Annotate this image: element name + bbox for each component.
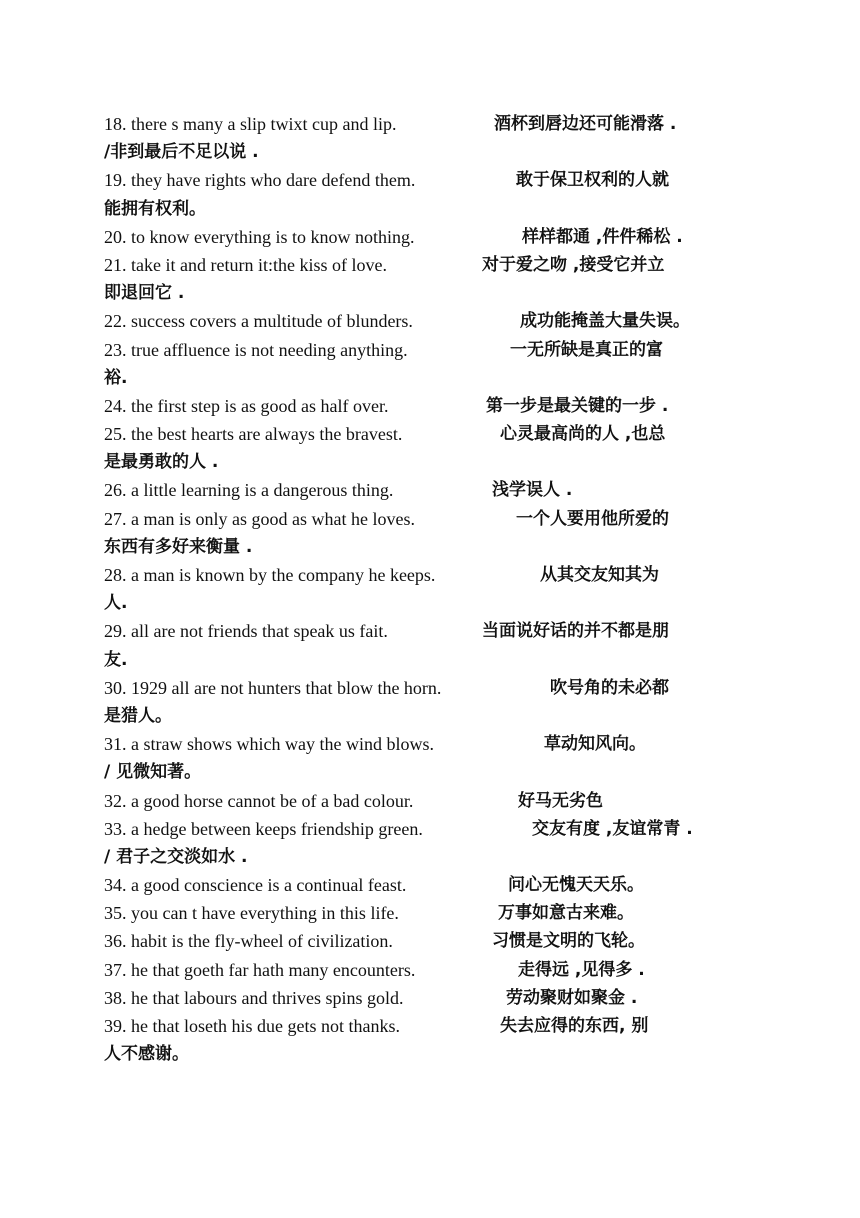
proverb-line [104,561,744,589]
chinese-translation-continued: / 君子之交淡如水 . [104,846,248,867]
proverb-line [104,420,744,448]
proverb-wrap-line [104,1040,744,1068]
english-proverb: 33. a hedge between keeps friendship green. [104,818,423,839]
proverb-line [104,392,744,420]
english-proverb: 30. 1929 all are not hunters that blow the horn. [104,677,442,698]
proverb-line [104,815,744,843]
chinese-translation-continued: 友. [104,649,128,670]
chinese-translation-continued: 是猎人。 [104,705,172,726]
chinese-translation: 第一步是最关键的一步 . [486,395,669,416]
proverb-line [104,984,744,1012]
chinese-translation: 好马无劣色 [518,790,603,811]
proverb-wrap-line [104,646,744,674]
chinese-translation: 走得远 ,见得多 . [518,959,645,980]
chinese-translation: 对于爱之吻 ,接受它并立 [482,254,665,275]
english-proverb: 36. habit is the fly-wheel of civilization. [104,931,393,952]
proverb-wrap-line [104,533,744,561]
english-proverb: 23. true affluence is not needing anything. [104,339,408,360]
proverb-line [104,787,744,815]
chinese-translation: 一个人要用他所爱的 [516,508,669,529]
chinese-translation: 一无所缺是真正的富 [510,339,663,360]
chinese-translation-continued: 能拥有权利。 [104,198,206,219]
english-proverb: 19. they have rights who dare defend them. [104,170,416,191]
chinese-translation-continued: 东西有多好来衡量 . [104,536,253,557]
chinese-translation: 草动知风向。 [544,734,646,755]
proverb-list [104,110,744,1068]
proverb-line [104,871,744,899]
chinese-translation: 从其交友知其为 [540,565,659,585]
proverb-wrap-line [104,589,744,617]
chinese-translation: 交友有度 ,友谊常青 . [532,818,693,839]
english-proverb: 37. he that goeth far hath many encounters. [104,959,416,980]
chinese-translation: 样样都通 ,件件稀松 . [522,226,683,247]
proverb-wrap-line [104,702,744,730]
proverb-line [104,110,744,138]
english-proverb: 32. a good horse cannot be of a bad colour. [104,790,414,811]
proverb-line [104,476,744,504]
proverb-line [104,1012,744,1040]
english-proverb: 31. a straw shows which way the wind blows. [104,734,434,755]
english-proverb: 27. a man is only as good as what he loves. [104,508,415,529]
english-proverb: 39. he that loseth his due gets not thanks. [104,1016,400,1036]
chinese-translation-continued: 人不感谢。 [104,1044,189,1065]
chinese-translation: 失去应得的东西, 别 [500,1016,649,1036]
proverb-line [104,617,744,645]
english-proverb: 22. success covers a multitude of blunders. [104,311,413,332]
chinese-translation-continued: 是最勇敢的人 . [104,452,219,473]
english-proverb: 34. a good conscience is a continual feast. [104,875,407,896]
proverb-line [104,899,744,927]
chinese-translation: 当面说好话的并不都是朋 [482,621,669,642]
chinese-translation: 问心无愧天天乐。 [508,875,644,896]
chinese-translation: 酒杯到唇边还可能滑落 . [494,114,677,134]
english-proverb: 24. the first step is as good as half over. [104,395,389,416]
chinese-translation: 劳动聚财如聚金 . [506,987,638,1008]
chinese-translation: 万事如意古来难。 [498,903,634,924]
english-proverb: 20. to know everything is to know nothing. [104,226,415,247]
english-proverb: 29. all are not friends that speak us fait. [104,621,388,642]
chinese-translation-continued: 人. [104,593,128,614]
proverb-line [104,251,744,279]
proverb-wrap-line [104,195,744,223]
chinese-translation: 心灵最高尚的人 ,也总 [500,424,666,445]
english-proverb: 26. a little learning is a dangerous thing. [104,480,394,501]
chinese-translation-continued: 即退回它 . [104,283,185,304]
english-proverb: 38. he that labours and thrives spins gold. [104,987,404,1008]
english-proverb: 21. take it and return it:the kiss of love. [104,254,387,275]
chinese-translation: 浅学误人 . [492,480,573,501]
proverb-wrap-line [104,138,744,166]
proverb-line [104,505,744,533]
chinese-translation: 成功能掩盖大量失误。 [520,311,690,332]
proverb-wrap-line [104,364,744,392]
proverb-wrap-line [104,448,744,476]
proverb-line [104,956,744,984]
chinese-translation-continued: / 见微知著。 [104,762,202,783]
chinese-translation: 习惯是文明的飞轮。 [492,931,645,952]
chinese-translation: 敢于保卫权利的人就 [516,170,669,191]
chinese-translation-continued: /非到最后不足以说 . [104,142,259,163]
english-proverb: 25. the best hearts are always the bravest. [104,424,403,445]
proverb-line [104,223,744,251]
english-proverb: 18. there s many a slip twixt cup and lip. [104,114,397,134]
proverb-line [104,730,744,758]
proverb-wrap-line [104,758,744,786]
proverb-line [104,166,744,194]
english-proverb: 28. a man is known by the company he keeps. [104,565,436,585]
proverb-line [104,336,744,364]
proverb-wrap-line [104,843,744,871]
chinese-translation: 吹号角的未必都 [550,677,669,698]
proverb-line [104,674,744,702]
english-proverb: 35. you can t have everything in this life. [104,903,399,924]
proverb-line [104,307,744,335]
proverb-line [104,927,744,955]
proverb-wrap-line [104,279,744,307]
chinese-translation-continued: 裕. [104,367,128,388]
